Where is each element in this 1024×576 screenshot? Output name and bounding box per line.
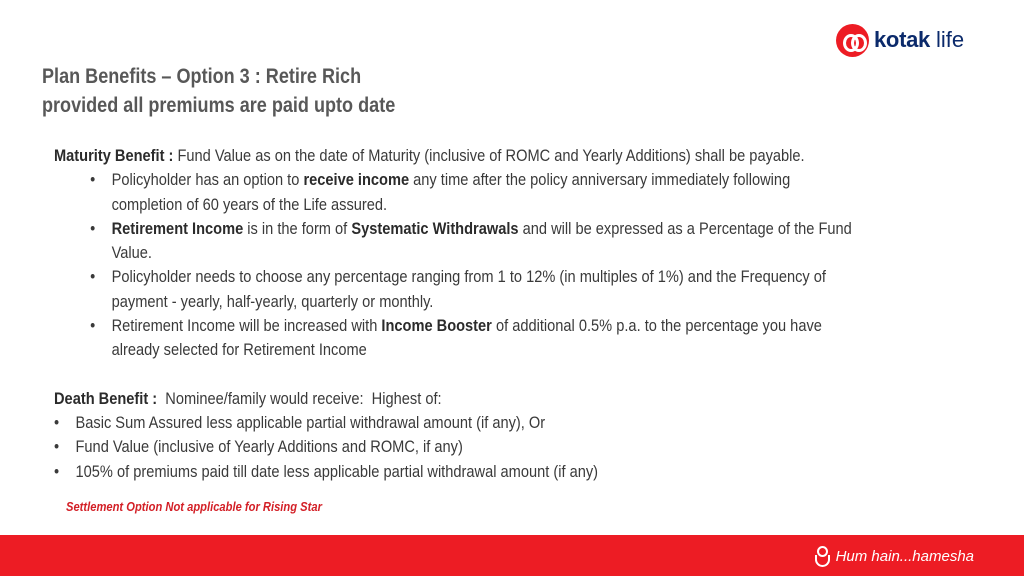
death-benefit-para [54, 387, 858, 411]
tagline-text: Hum hain...hamesha [835, 547, 974, 565]
footer-tagline [814, 546, 974, 566]
title-line-1: Plan Benefits – Option 3 : Retire Rich [42, 65, 362, 88]
list-item: • Fund Value (inclusive of Yearly Additions and ROMC, if any) [54, 435, 858, 459]
bullet-text: of additional 0.5% p.a. to the percentage you have already selected for Retirement Income [111, 316, 822, 360]
death-text: Nominee/family would receive: Highest of: [157, 388, 442, 408]
list-item [87, 265, 858, 314]
person-icon [814, 546, 828, 566]
list-item: • Basic Sum Assured less applicable partial withdrawal amount (if any), Or [54, 411, 858, 435]
settlement-note: Settlement Option Not applicable for Rising Star [66, 499, 322, 514]
maturity-label: Maturity Benefit : [54, 146, 174, 165]
maturity-benefit-para [54, 144, 858, 168]
logo-brand: kotak [874, 27, 930, 52]
bullet-text: Policyholder needs to choose any percentage ranging from 1 to 12% (in multiples of 1%) and the Frequency of payment - yearly, half-yearly, quarterly or monthly. [111, 267, 826, 311]
bullet-text: Policyholder has an option to [111, 170, 304, 190]
death-label: Death Benefit : [54, 388, 158, 408]
bullet-bold: Income Booster [381, 316, 492, 336]
bullet-bold: Retirement Income [111, 218, 244, 238]
death-bullets [54, 411, 858, 484]
maturity-bullets [87, 168, 858, 362]
bullet-bold: Systematic Withdrawals [351, 218, 519, 238]
footer-bar [0, 535, 1024, 576]
page-title [42, 62, 395, 120]
benefits-content [54, 144, 858, 484]
kotak-life-logo [836, 24, 964, 56]
bullet-bold: receive income [303, 170, 410, 190]
list-item [87, 168, 858, 217]
list-item [87, 217, 858, 266]
list-item: • 105% of premiums paid till date less applicable partial withdrawal amount (if any) [54, 460, 858, 484]
maturity-text: Fund Value as on the date of Maturity (inclusive of ROMC and Yearly Additions) shall be payable. [173, 146, 805, 165]
bullet-text: any time after the policy anniversary immediately following completion of 60 years of the Life assured. [111, 170, 791, 214]
bullet-text: is in the form of [243, 218, 352, 238]
logo-suffix: life [935, 27, 965, 52]
kotak-logo-icon [836, 24, 869, 57]
bullet-text: and will be expressed as a Percentage of the Fund Value. [111, 218, 852, 263]
title-line-2: provided all premiums are paid upto date [42, 94, 396, 117]
list-item [87, 314, 858, 363]
bullet-text: Retirement Income will be increased with [111, 316, 382, 336]
